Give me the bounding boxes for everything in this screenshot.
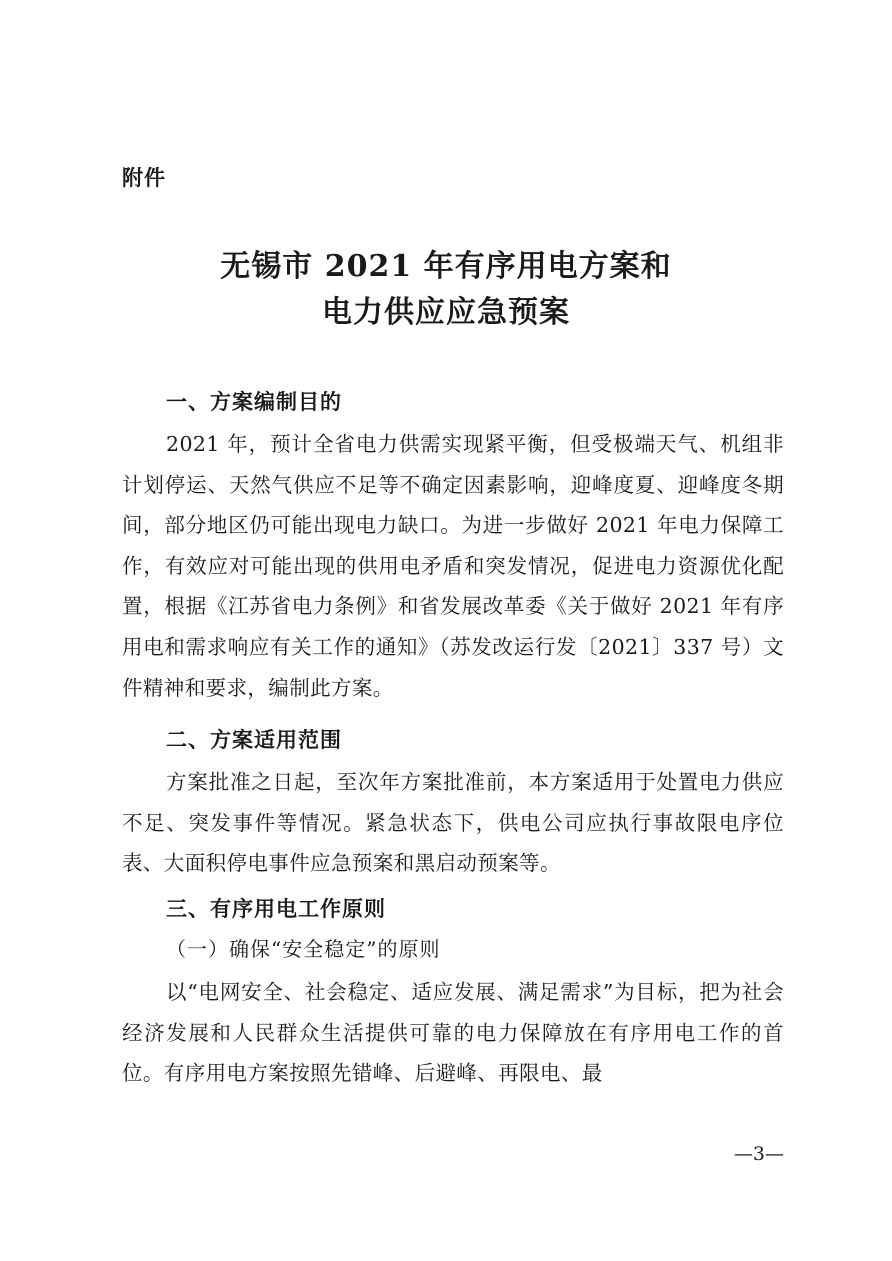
section-paragraph-2: 方案批准之日起，至次年方案批准前，本方案适用于处置电力供应不足、突发事件等情况。紧急状态下，供电公司应执行事故限电序位表、大面积停电事件应急预案和黑启动预案等。 — [122, 770, 784, 876]
page-number: —3— — [733, 1143, 784, 1165]
document-title-line-2: 电力供应应急预案 — [322, 295, 570, 330]
section-heading-1: 一、方案编制目的 — [166, 390, 342, 414]
section-heading-2: 二、方案适用范围 — [166, 728, 342, 752]
section-subheading-3-1: （一）确保“安全稳定”的原则 — [166, 937, 441, 961]
attachment-label: 附件 — [122, 166, 166, 190]
section-paragraph-3: 以“电网安全、社会稳定、适应发展、满足需求”为目标，把为社会经济发展和人民群众生活提供可靠的电力保障放在有序用电工作的首位。有序用电方案按照先错峰、后避峰、再限电、最 — [122, 980, 784, 1086]
section-heading-3: 三、有序用电工作原则 — [166, 897, 386, 921]
section-paragraph-1: 2021 年，预计全省电力供需实现紧平衡，但受极端天气、机组非计划停运、天然气供应不足等不确定因素影响，迎峰度夏、迎峰度冬期间，部分地区仍可能出现电力缺口。为进一步做好 2021 年电力保障工作，有效应对可能出现的供用电矛盾和突发情况，促进电力资源优化配置，根据《江苏省电力条例》和省发展改革委《关于做好 2021 年有序用电和需求响应有关工作的通知》（苏发改运行发〔2021〕337 号）文件精神和要求，编制此方案。 — [122, 432, 784, 700]
document-title-line-1: 无锡市 2021 年有序用电方案和 — [220, 249, 672, 284]
